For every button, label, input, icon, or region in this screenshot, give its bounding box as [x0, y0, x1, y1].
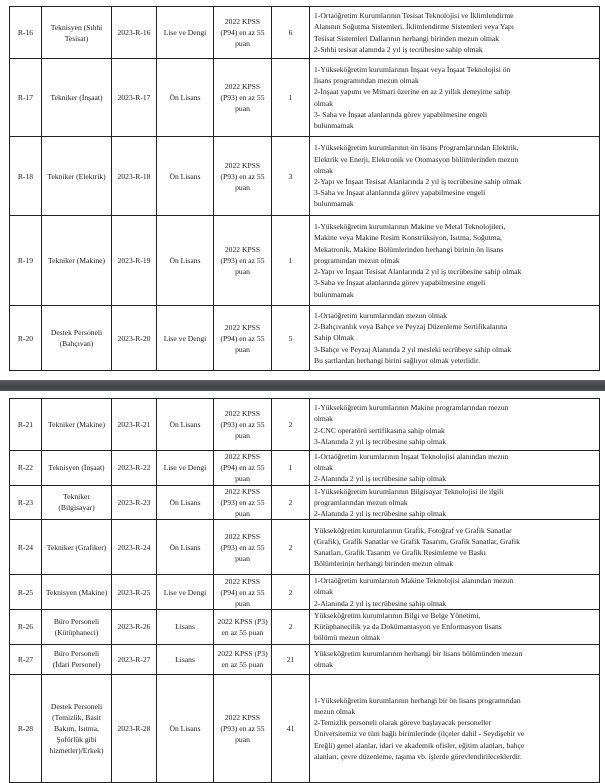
requirement-line: Ereğli) genel alanlar, idari ve akademik ofisler, eğitim alanları, bahçe: [314, 740, 525, 750]
education-level-cell: Ön Lisans: [157, 399, 214, 451]
requirements-cell: [310, 59, 600, 137]
requirements-cell: [310, 644, 600, 674]
requirement-line: 3- Saha ve İnşaat alanlarında görev yapabilmesine engeli: [314, 109, 488, 119]
kpss-requirement-cell: 2022 KPSS (P3) en az 55 puan: [214, 644, 272, 674]
position-code-cell: R-18: [10, 137, 42, 216]
requirement-line: olmak: [314, 98, 333, 108]
requirement-line: 2-Yapı ve İnşaat Tesisat Alanlarında 2 yıl iş tecrübesine sahip olmak: [314, 267, 522, 277]
table-row: [10, 674, 600, 782]
ilan-number-cell: 2023-R-17: [112, 59, 157, 137]
table-row: [10, 306, 600, 371]
requirement-line: 1-Ortaöğretim kurumlarının İnşaat Teknolojisi alanından mezun: [314, 452, 509, 461]
requirement-line: 1-Yükseköğretim kurumlarının İnşaat veya İnşaat Teknolojisi ön: [314, 64, 511, 74]
education-level-cell: Ön Lisans: [157, 520, 214, 575]
requirement-line: 1-Ortaöğretim kurumlarından mezun olmak: [314, 310, 448, 320]
position-code-cell: R-28: [10, 674, 42, 782]
education-level-cell: Lise ve Dengi: [157, 7, 214, 59]
requirement-line: Bölümlerinin herhangi birinden mezun olmak: [314, 559, 454, 569]
requirement-line: Mekatronik, Makine Bölümlerinden herhangi birinin ön lisans: [314, 244, 504, 254]
requirement-line: programlarından mezun olmak: [314, 497, 408, 507]
requirement-line: Bu şartlardan herhangi birini sağlıyor olmak yeterlidir.: [314, 355, 480, 365]
kpss-requirement-cell: 2022 KPSS (P93) en az 55 puan: [214, 137, 272, 216]
position-code-cell: R-22: [10, 451, 42, 486]
kpss-requirement-cell: 2022 KPSS (P93) en az 55 puan: [214, 399, 272, 451]
table-row: [10, 216, 600, 306]
requirements-cell: [310, 399, 600, 451]
ilan-number-cell: 2023-R-20: [112, 306, 157, 371]
kpss-requirement-cell: 2022 KPSS (P93) en az 55 puan: [214, 674, 272, 782]
education-level-cell: Ön Lisans: [157, 137, 214, 216]
requirement-line: 2-Alanında 2 yıl iş tecrübesine sahip olmak: [314, 509, 447, 519]
requirement-line: Sahip Olmak: [314, 333, 354, 343]
requirement-line: (Grafik), Grafik Sanatlar ve Grafik Tasarım, Grafik Sanatlar, Grafik: [314, 537, 520, 547]
position-count-cell: 3: [272, 137, 310, 216]
position-code-cell: R-21: [10, 399, 42, 451]
requirement-line: 2-Sıhhi tesisat alanında 2 yıl iş tecrübesine sahip olmak: [314, 44, 483, 54]
position-code-cell: R-25: [10, 575, 42, 610]
position-count-cell: 6: [272, 7, 310, 59]
position-title-cell: Tekniker (Grafiker): [42, 520, 112, 575]
education-level-cell: Ön Lisans: [157, 216, 214, 306]
kpss-requirement-cell: 2022 KPSS (P94) en az 55 puan: [214, 7, 272, 59]
requirement-line: 2-Yapı ve İnşaat Tesisat Alanlarında 2 yıl iş tecrübesine sahip olmak: [314, 177, 522, 186]
position-count-cell: 1: [272, 451, 310, 486]
education-level-cell: Lisans: [157, 644, 214, 674]
positions-table-1: [9, 6, 600, 371]
requirement-line: Yükseköğretim kurumlarının herhangi bir lisans bölümünden mezun: [314, 649, 523, 659]
requirement-line: 3-Bahçe ve Peyzaj Alanında 2 yıl mesleki tecrübeye sahip olmak: [314, 344, 512, 354]
ilan-number-cell: 2023-R-19: [112, 216, 157, 306]
education-level-cell: Lise ve Dengi: [157, 451, 214, 486]
requirements-cell: [310, 674, 600, 782]
position-count-cell: 2: [272, 575, 310, 610]
position-title-cell: Tekniker (Makine): [42, 399, 112, 451]
kpss-requirement-cell: 2022 KPSS (P93) en az 55 puan: [214, 59, 272, 137]
requirement-line: olmak: [314, 463, 333, 473]
requirement-line: 1-Yükseköğretim kurumlarının Makine ve Metal Teknolojileri,: [314, 222, 506, 232]
ilan-number-cell: 2023-R-18: [112, 137, 157, 216]
position-count-cell: 2: [272, 485, 310, 520]
ilan-number-cell: 2023-R-21: [112, 399, 157, 451]
table-row: [10, 485, 600, 520]
requirement-line: olmak: [314, 660, 333, 670]
position-count-cell: 1: [272, 59, 310, 137]
position-title-cell: Teknisyen (Sıhhi Tesisat): [42, 7, 112, 59]
requirement-line: bulunmamak: [314, 199, 354, 209]
requirement-line: lisans programından mezun olmak: [314, 76, 419, 86]
requirement-line: Alanının Soğutma Sistemleri, İklimlendirme Sistemleri veya Yapı: [314, 22, 514, 32]
requirement-line: bölümü mezun olmak: [314, 633, 381, 643]
position-code-cell: R-17: [10, 59, 42, 137]
position-code-cell: R-26: [10, 609, 42, 644]
kpss-requirement-cell: 2022 KPSS (P93) en az 55 puan: [214, 485, 272, 520]
kpss-requirement-cell: 2022 KPSS (P93) en az 55 puan: [214, 520, 272, 575]
education-level-cell: Lisans: [157, 609, 214, 644]
education-level-cell: Lise ve Dengi: [157, 306, 214, 371]
ilan-number-cell: 2023-R-26: [112, 609, 157, 644]
requirement-line: bulunmamak: [314, 289, 354, 299]
requirement-line: 3-Saha ve İnşaat alanlarında görev yapabilmesine engeli: [314, 278, 486, 288]
position-title-cell: Büro Personeli (Kütüphaneci): [42, 609, 112, 644]
position-count-cell: 2: [272, 609, 310, 644]
requirement-line: 3-Alanında 2 yıl iş tecrübesine sahip olmak: [314, 436, 447, 446]
position-title-cell: Tekniker (Bilgisayar): [42, 485, 112, 520]
position-title-cell: Teknisyen (Makine): [42, 575, 112, 610]
position-count-cell: 21: [272, 644, 310, 674]
position-code-cell: R-24: [10, 520, 42, 575]
requirement-line: 1-Yükseköğretim kurumlarının herhangi bir ön lisans programından: [314, 695, 521, 705]
requirement-line: 1-Ortaöğretim kurumlarının Makine Teknolojisi alanından mezun: [314, 576, 514, 586]
table-row: [10, 59, 600, 137]
table-row: [10, 575, 600, 610]
ilan-number-cell: 2023-R-24: [112, 520, 157, 575]
positions-table-2: [9, 398, 600, 783]
position-title-cell: Destek Personeli (Bahçıvan): [42, 306, 112, 371]
requirement-line: Elektrik ve Enerji, Elektronik ve Otomasyon bölümlerinden mezun: [314, 154, 519, 164]
requirement-line: Yükseköğretim kurumlarının Bilgi ve Belge Yönetimi,: [314, 611, 481, 621]
position-code-cell: R-19: [10, 216, 42, 306]
requirements-cell: [310, 7, 600, 59]
requirement-line: alanları, çevre düzenleme, taşıma vb. işlerde görevlendirileceklerdir.: [314, 751, 522, 761]
requirements-cell: [310, 609, 600, 644]
ilan-number-cell: 2023-R-27: [112, 644, 157, 674]
requirement-line: olmak: [314, 414, 333, 424]
kpss-requirement-cell: 2022 KPSS (P94) en az 55 puan: [214, 575, 272, 610]
kpss-requirement-cell: 2022 KPSS (P94) en az 55 puan: [214, 306, 272, 371]
position-code-cell: R-16: [10, 7, 42, 59]
requirements-cell: [310, 520, 600, 575]
table-row: [10, 7, 600, 59]
position-count-cell: 41: [272, 674, 310, 782]
requirements-cell: [310, 306, 600, 371]
table-row: [10, 644, 600, 674]
page-separator: [0, 380, 605, 391]
education-level-cell: Ön Lisans: [157, 674, 214, 782]
education-level-cell: Ön Lisans: [157, 59, 214, 137]
requirement-line: Yükseköğretim kurumlarının Grafik, Fotoğraf ve Grafik Sanatlar: [314, 525, 512, 535]
position-title-cell: Büro Personeli (İdari Personel): [42, 644, 112, 674]
requirement-line: 1-Ortaöğretim Kurumlarının Tesisat Teknolojisi ve İklimlendirme: [314, 11, 514, 21]
position-code-cell: R-23: [10, 485, 42, 520]
requirement-line: 2-CNC operatörü sertifikasına sahip olmak: [314, 425, 445, 435]
position-count-cell: 1: [272, 216, 310, 306]
position-count-cell: 5: [272, 306, 310, 371]
requirements-cell: [310, 575, 600, 610]
requirement-line: programından mezun olmak: [314, 255, 400, 265]
requirement-line: Kütüphanecilik ya da Dokümantasyon ve Enformasyon lisans: [314, 622, 502, 632]
requirement-line: 2-Temizlik personeli olarak göreve başlayacak personeller: [314, 718, 492, 728]
kpss-requirement-cell: 2022 KPSS (P3) en az 55 puan: [214, 609, 272, 644]
requirement-line: mezun olmak: [314, 706, 356, 716]
ilan-number-cell: 2023-R-16: [112, 7, 157, 59]
ilan-number-cell: 2023-R-25: [112, 575, 157, 610]
position-title-cell: Tekniker (Elektrik): [42, 137, 112, 216]
requirement-line: 2-Alanında 2 yıl iş tecrübesine sahip olmak: [314, 474, 447, 484]
position-code-cell: R-27: [10, 644, 42, 674]
position-title-cell: Tekniker (İnşaat): [42, 59, 112, 137]
position-count-cell: 2: [272, 399, 310, 451]
requirement-line: Üniversitemiz ve tüm bağlı birimlerinde (ilçeler dahil - Seydişehir ve: [314, 729, 525, 739]
requirements-cell: [310, 451, 600, 486]
table-row: [10, 399, 600, 451]
education-level-cell: Ön Lisans: [157, 485, 214, 520]
position-count-cell: 2: [272, 520, 310, 575]
table-row: [10, 451, 600, 486]
table-row: [10, 137, 600, 216]
requirement-line: 2-Alanında 2 yıl iş tecrübesine sahip olmak: [314, 598, 447, 608]
education-level-cell: Lise ve Dengi: [157, 575, 214, 610]
position-title-cell: Tekniker (Makine): [42, 216, 112, 306]
position-title-cell: Teknisyen (İnşaat): [42, 451, 112, 486]
requirements-cell: [310, 485, 600, 520]
requirement-line: 1-Yükseköğretim kurumlarının Bilgisayar Teknolojisi ile ilgili: [314, 486, 504, 496]
requirement-line: 1-Yükseköğretim kurumlarının Makine programlarından mezun: [314, 403, 509, 413]
ilan-number-cell: 2023-R-28: [112, 674, 157, 782]
requirements-cell: [310, 216, 600, 306]
kpss-requirement-cell: 2022 KPSS (P93) en az 55 puan: [214, 216, 272, 306]
requirement-line: olmak: [314, 165, 333, 175]
requirement-line: bulunmamak: [314, 120, 354, 130]
requirements-cell: [310, 137, 600, 216]
ilan-number-cell: 2023-R-23: [112, 485, 157, 520]
requirement-line: olmak: [314, 587, 333, 597]
requirement-line: 3-Saha ve İnşaat alanlarında görev yapabilmesine engeli: [314, 188, 486, 198]
requirement-line: 2-Bahçıvanlık veya Bahçe ve Peyzaj Düzenleme Sertifikalarına: [314, 322, 508, 332]
requirement-line: Tesisat Sistemleri Dallarının herhangi birinden mezun olmak: [314, 33, 500, 43]
requirement-line: 2-İnşaat yapımı ve Mimari üzerine en az 2 yıllık deneyime sahip: [314, 87, 511, 97]
position-code-cell: R-20: [10, 306, 42, 371]
kpss-requirement-cell: 2022 KPSS (P94) en az 55 puan: [214, 451, 272, 486]
ilan-number-cell: 2023-R-22: [112, 451, 157, 486]
requirement-line: Makine veya Makine Resim Konstrüksiyon, Isıtma, Soğutma,: [314, 233, 502, 243]
table-row: [10, 520, 600, 575]
position-title-cell: Destek Personeli (Temizlik, Basit Bakım, Isıtma, Şoförlük gibi hizmetler)/Erkek): [42, 674, 112, 782]
requirement-line: Sanatları, Grafik Tasarım ve Grafik Resimleme ve Baskı: [314, 548, 486, 558]
table-row: [10, 609, 600, 644]
requirement-line: 1-Yükseköğretim kurumlarının ön lisans Programlarından Elektrik,: [314, 143, 519, 153]
